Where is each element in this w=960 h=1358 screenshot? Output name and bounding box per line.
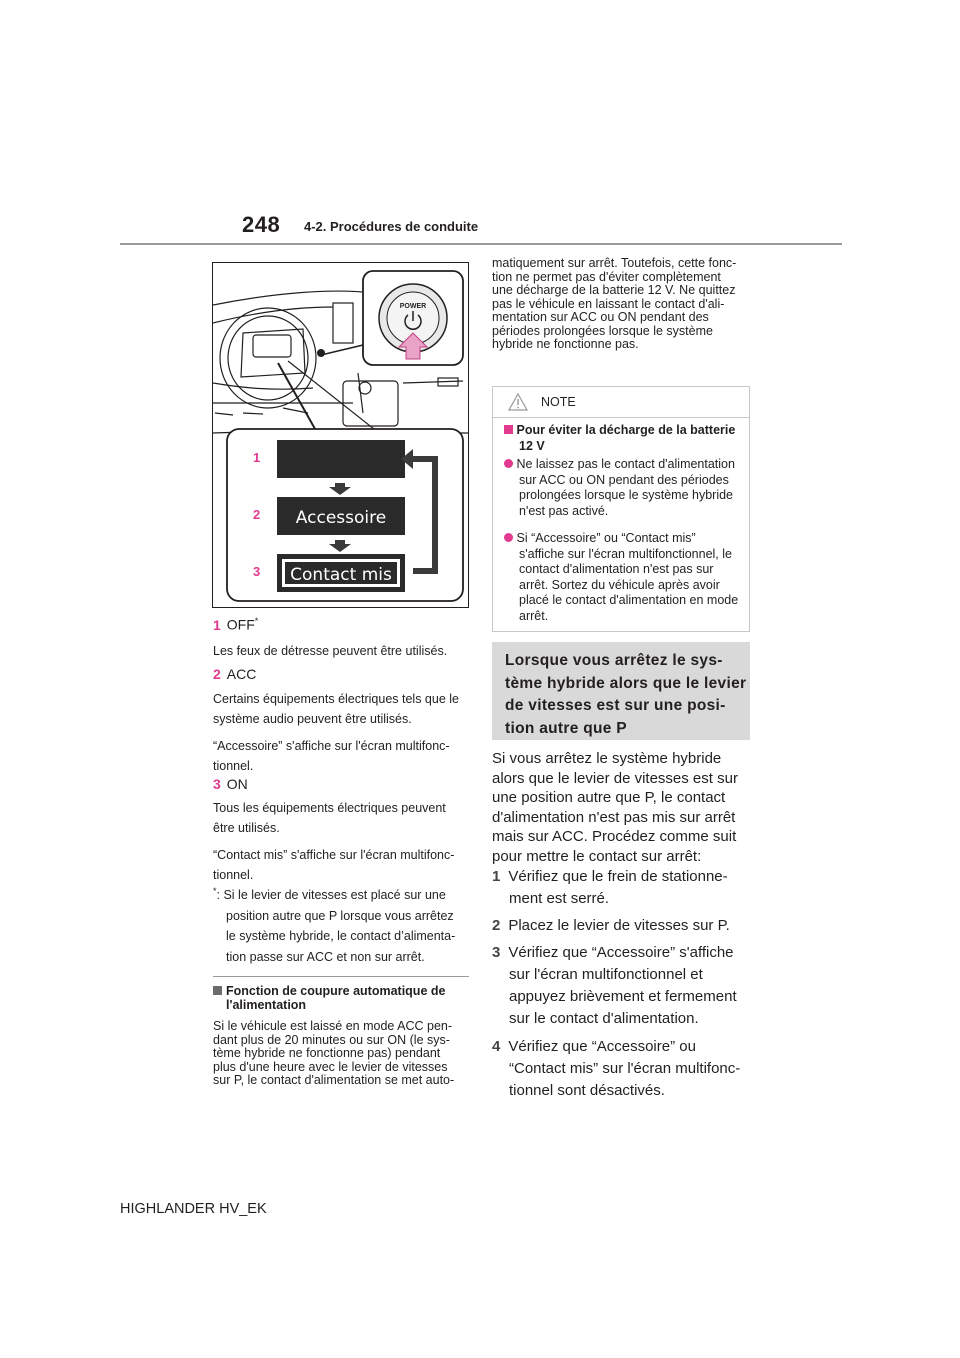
item-acc <box>213 666 469 682</box>
text-line: sur l'écran multifonctionnel et <box>509 966 703 983</box>
item-acc-desc <box>213 689 469 776</box>
text-line: tion ne permet pas d'éviter complètement <box>492 269 721 284</box>
text-line: prolongées lorsque le système hybride <box>519 488 734 502</box>
text-line <box>492 1036 750 1058</box>
item-label: OFF <box>226 616 255 633</box>
text-line <box>492 915 750 937</box>
text-line: “Accessoire” s'affiche sur l'écran multifonc- <box>213 739 450 753</box>
step-1 <box>492 866 750 910</box>
text-line: Ne laissez pas le contact d'alimentation <box>516 457 735 471</box>
step-number: 2 <box>492 917 501 934</box>
item-label: ON <box>226 776 248 792</box>
text-line: sur le contact d'alimentation. <box>509 1010 699 1027</box>
text-line: une position autre que P, le contact <box>492 789 726 806</box>
text-line: position autre que P lorsque vous arrêtez <box>226 908 454 923</box>
mode-num-2: 2 <box>253 507 261 522</box>
power-switch-figure <box>212 262 469 608</box>
text-line: : Si le levier de vitesses est placé sur une <box>216 888 446 903</box>
item-off <box>213 616 469 633</box>
text-line: plus d'une heure avec le levier de vitesses <box>213 1059 448 1074</box>
step-3 <box>492 942 750 1030</box>
text-line: système audio peuvent être utilisés. <box>213 712 412 726</box>
text-line: tionnel sont désactivés. <box>509 1082 665 1099</box>
header-rule <box>120 243 842 245</box>
square-bullet-icon <box>504 425 513 434</box>
page-number: 248 <box>242 212 281 237</box>
item-on-desc <box>213 798 469 885</box>
text-line: le système hybride, le contact d’alimenta- <box>226 929 456 944</box>
text-line: matiquement sur arrêt. Toutefois, cette fonc- <box>492 256 737 270</box>
intro-paragraph <box>492 749 750 866</box>
text-line: n'est pas activé. <box>519 503 609 518</box>
step-number: 3 <box>492 944 501 961</box>
text-line: mentation sur ACC ou ON pendant des <box>492 310 709 324</box>
text-line: Tous les équipements électriques peuvent <box>213 801 446 815</box>
text-line: “Contact mis” s'affiche sur l'écran multifonc- <box>213 848 455 862</box>
text-line: tion passe sur ACC et non sur arrêt. <box>226 949 425 964</box>
text-line <box>504 423 744 437</box>
text-line: mais sur ACC. Procédez comme suit <box>492 828 737 845</box>
text-line: hybride ne fonctionne pas. <box>492 337 639 351</box>
text-line: une décharge de la batterie 12 V. Ne quittez <box>492 283 736 297</box>
text-line: Lorsque vous arrêtez le sys- <box>505 652 723 669</box>
warning-icon <box>508 393 528 411</box>
round-bullet-icon <box>504 533 513 542</box>
note-bullet-2 <box>504 532 744 623</box>
text-line: ment est serré. <box>509 890 610 907</box>
power-label: POWER <box>399 303 427 310</box>
text-line: Placez le levier de vitesses sur P. <box>508 917 730 934</box>
text-line: Vérifiez que “Accessoire” ou <box>508 1038 696 1055</box>
text-line: pas le véhicule en laissant le contact d'ali- <box>492 296 725 311</box>
item-label: ACC <box>226 666 257 682</box>
text-line: pour mettre le contact sur arrêt: <box>492 847 702 865</box>
text-line: être utilisés. <box>213 821 280 835</box>
text-line: Si “Accessoire” ou “Contact mis” <box>516 531 696 545</box>
item-num: 1 <box>213 616 221 633</box>
text-line: tème hybride alors que le levier <box>505 674 747 692</box>
text-line: sur ACC ou ON pendant des périodes <box>519 472 729 487</box>
text-line: Si le véhicule est laissé en mode ACC pen- <box>213 1019 453 1033</box>
text-line <box>504 458 744 472</box>
step-4 <box>492 1036 750 1102</box>
item-on <box>213 776 469 792</box>
dashboard-illustration <box>213 263 468 607</box>
section-heading-box <box>492 642 750 740</box>
item-off-desc: Les feux de détresse peuvent être utilisés. <box>213 644 448 658</box>
text-line: dant plus de 20 minutes ou sur ON (le sys- <box>213 1032 450 1047</box>
text-line: Fonction de coupure automatique de <box>226 984 446 998</box>
auto-off-title <box>213 984 469 1012</box>
text-line: tionnel. <box>213 868 254 882</box>
text-line: alors que le levier de vitesses est sur <box>492 769 738 787</box>
text-line <box>492 942 750 964</box>
text-line: Certains équipements électriques tels que le <box>213 692 459 706</box>
round-bullet-icon <box>504 459 513 468</box>
text-line: contact d'alimentation n'est pas sur <box>519 562 714 576</box>
note-bullet-1 <box>504 458 744 518</box>
text-line <box>504 532 744 546</box>
text-line: Si vous arrêtez le système hybride <box>492 750 722 767</box>
text-line: placé le contact d'alimentation en mode <box>519 593 739 607</box>
step-number: 1 <box>492 868 501 885</box>
auto-off-continued <box>492 257 750 352</box>
text-line: arrêt. <box>519 608 549 623</box>
note-label: NOTE <box>541 395 576 409</box>
text-line: tionnel. <box>213 759 254 773</box>
footnote-marker: * <box>213 886 217 896</box>
text-line: tème hybride ne fonctionne pas) pendant <box>213 1046 441 1060</box>
section-heading <box>492 642 750 740</box>
text-line: tion autre que P <box>505 719 627 737</box>
text-line <box>213 984 469 998</box>
text-line: s'affiche sur l'écran multifonctionnel, le <box>519 546 732 561</box>
text-line: 12 V <box>519 439 545 453</box>
mode-display-off <box>277 440 405 478</box>
text-line: Vérifiez que le frein de stationne- <box>508 868 728 885</box>
note-title <box>504 423 744 453</box>
item-num: 2 <box>213 666 221 682</box>
step-2 <box>492 915 750 937</box>
text-line: périodes prolongées lorsque le système <box>492 323 713 338</box>
auto-off-paragraph <box>213 1020 469 1088</box>
footnote <box>213 881 469 967</box>
note-header <box>493 387 749 418</box>
footnote-marker: * <box>254 616 259 626</box>
text-line <box>492 866 750 888</box>
section-title: 4-2. Procédures de conduite <box>304 219 479 234</box>
note-box <box>492 386 750 632</box>
mode-label-3: Contact mis <box>290 565 392 585</box>
text-line: de vitesses est sur une posi- <box>505 697 726 714</box>
step-number: 4 <box>492 1038 501 1055</box>
square-bullet-icon <box>213 986 222 995</box>
model-footer: HIGHLANDER HV_EK <box>120 1201 267 1217</box>
text-line: sur P, le contact d'alimentation se met auto- <box>213 1073 455 1087</box>
text-line: Pour éviter la décharge de la batterie <box>516 423 736 437</box>
text-line: Vérifiez que “Accessoire” s'affiche <box>508 944 734 961</box>
text-line: l'alimentation <box>226 998 307 1012</box>
text-line: “Contact mis” sur l'écran multifonc- <box>509 1060 741 1077</box>
item-num: 3 <box>213 776 221 792</box>
text-line: appuyez brièvement et fermement <box>509 988 737 1005</box>
mode-label-2: Accessoire <box>295 508 387 528</box>
mode-num-3: 3 <box>253 564 261 579</box>
text-line <box>213 881 469 906</box>
mode-num-1: 1 <box>253 450 261 465</box>
text-line: d'alimentation n'est pas mis sur arrêt <box>492 808 736 826</box>
text-line: arrêt. Sortez du véhicule après avoir <box>519 577 720 592</box>
section-divider <box>213 976 469 977</box>
